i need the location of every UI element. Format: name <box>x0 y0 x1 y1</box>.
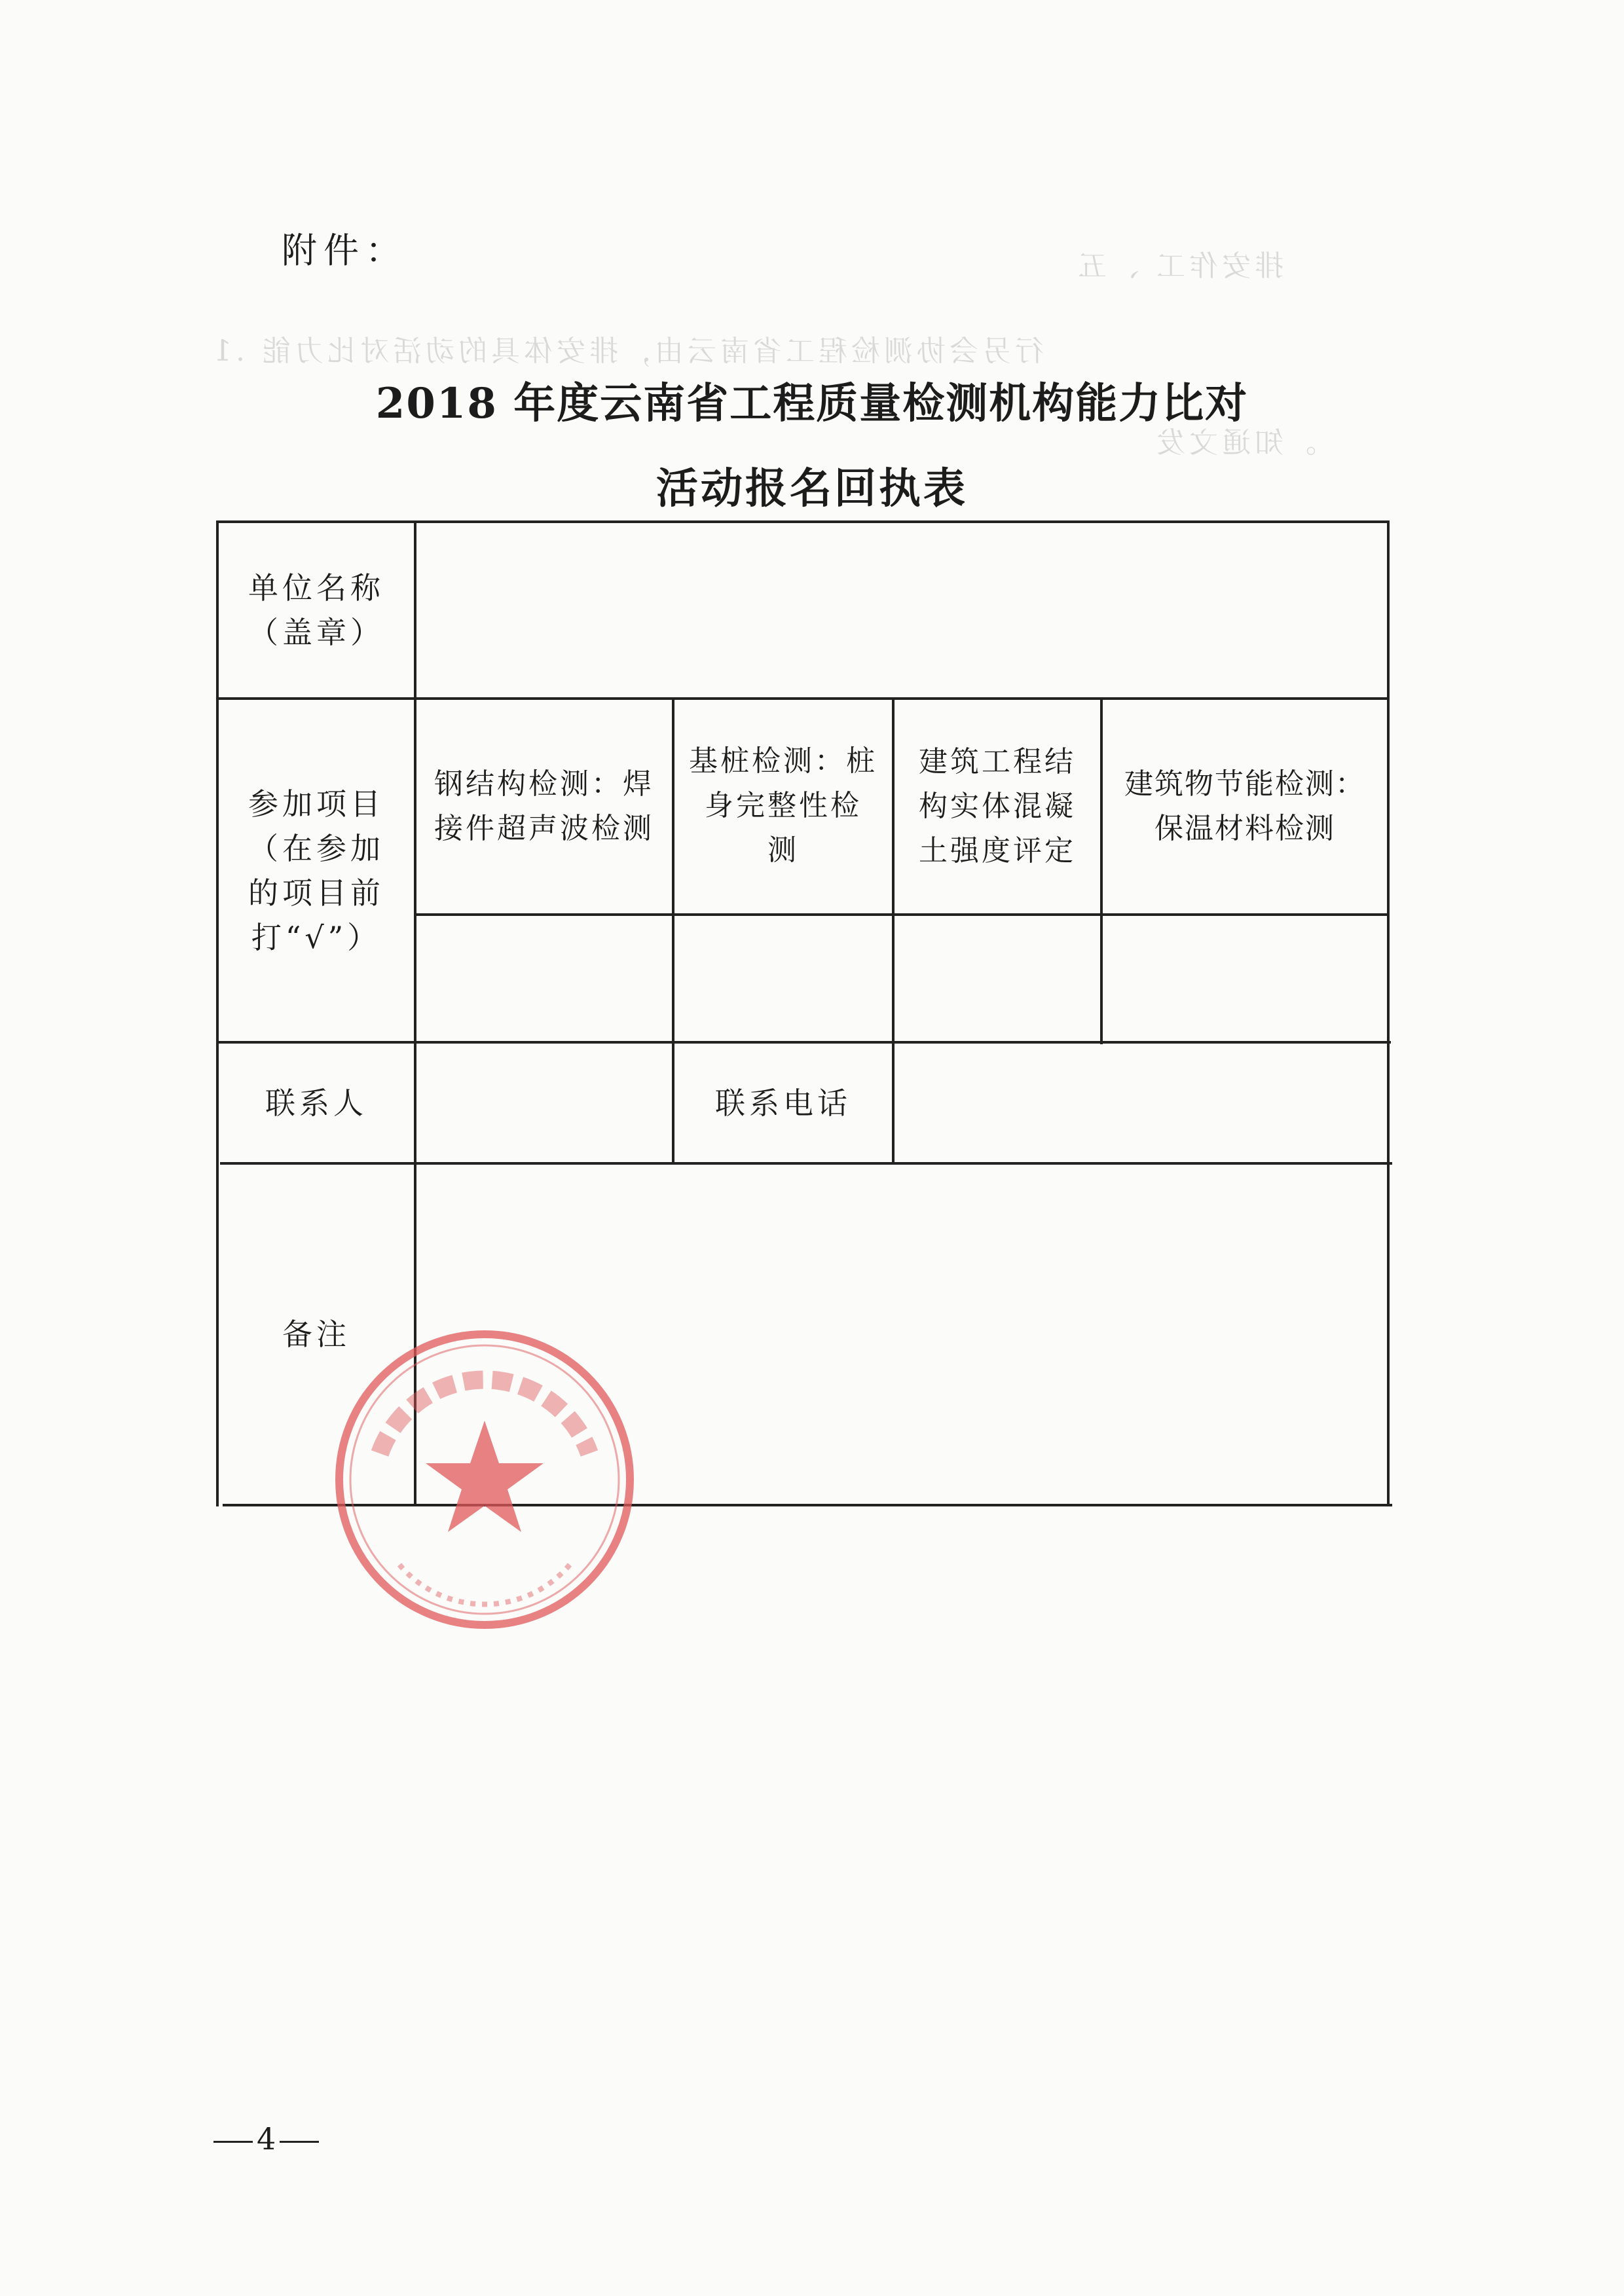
official-seal-icon <box>327 1322 642 1637</box>
contact-field[interactable] <box>416 1044 672 1162</box>
contact-label: 联系人 <box>265 1085 367 1121</box>
checkbox-energy-saving[interactable] <box>1103 916 1387 1041</box>
unit-name-field[interactable] <box>416 523 1387 697</box>
remarks-label: 备注 <box>282 1317 350 1352</box>
form-title-line1: 2018 年度云南省工程质量检测机构能力比对 <box>375 379 1249 428</box>
project-energy-saving: 建筑物节能检测： 保温材料检测 <box>1124 767 1365 845</box>
phone-label: 联系电话 <box>715 1085 851 1121</box>
form-title-line2: 活动报名回执表 <box>656 464 968 513</box>
unit-name-label: 单位名称 （盖章） <box>248 570 384 650</box>
bleed-through-text: 行另会协测检程工省南云由，排安体具的动活对比力能 .1 <box>210 335 1044 368</box>
bleed-through-text: 排安作工 、五 <box>1074 249 1283 283</box>
page-number: 4 <box>210 2121 323 2157</box>
checkbox-pile-foundation[interactable] <box>674 916 892 1041</box>
participation-label: 参加项目 （在参加 的项目前 打“√”） <box>248 786 384 955</box>
project-steel-structure: 钢结构检测：焊 接件超声波检测 <box>434 767 654 845</box>
project-pile-foundation: 基桩检测：桩 身完整性检 测 <box>689 744 877 867</box>
bleed-through-text: 。知通文发 <box>1153 426 1316 460</box>
checkbox-concrete-strength[interactable] <box>895 916 1100 1041</box>
checkbox-steel-structure[interactable] <box>416 916 672 1041</box>
phone-field[interactable] <box>895 1044 1387 1162</box>
attachment-label: 附件： <box>282 230 407 271</box>
project-concrete-strength: 建筑工程结 构实体混凝 土强度评定 <box>919 745 1076 867</box>
